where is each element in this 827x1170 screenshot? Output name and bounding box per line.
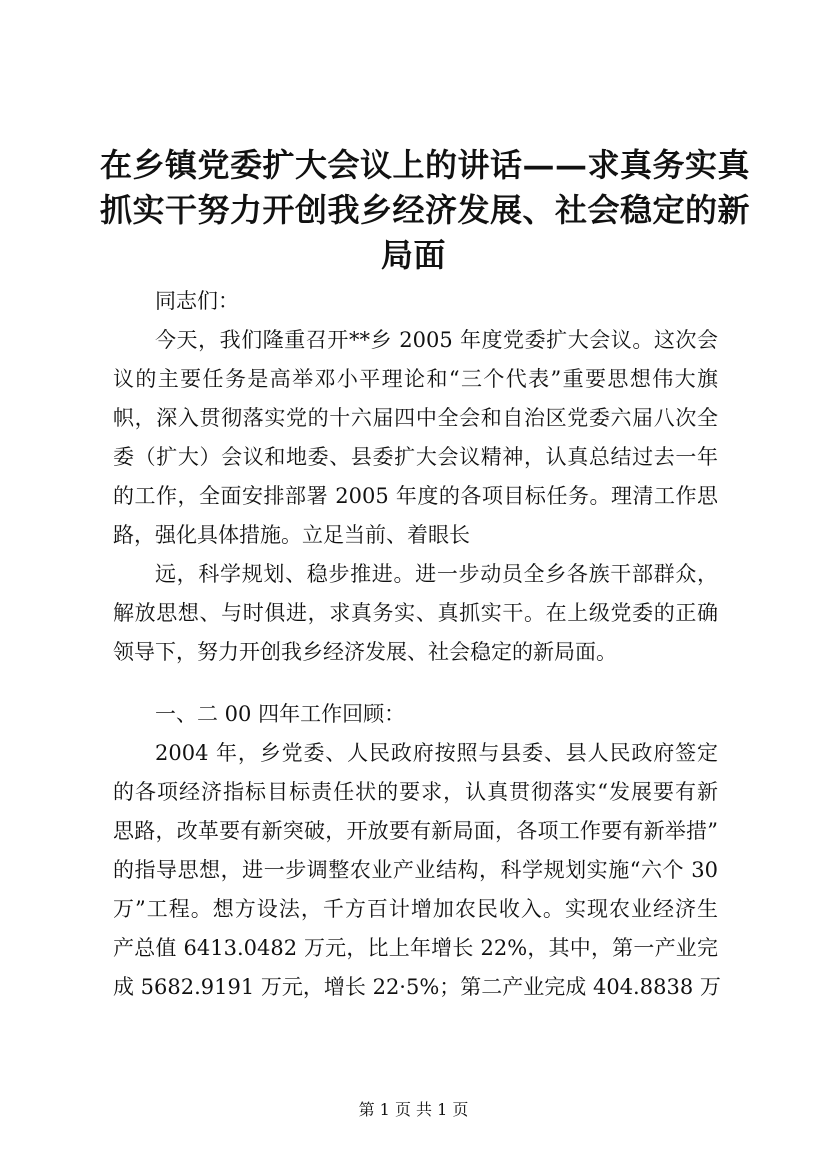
title-line: 局面: [380, 236, 446, 274]
body-line: 的各项经济指标目标责任状的要求，认真贯彻落实“发展要有新: [113, 780, 718, 804]
body-line: 议的主要任务是高举邓小平理论和“三个代表”重要思想伟大旗: [113, 367, 718, 391]
body-line: 的工作，全面安排部署 2005 年度的各项目标任务。理清工作思: [113, 484, 718, 508]
body-line: 领导下，努力开创我乡经济发展、社会稳定的新局面。: [113, 640, 617, 664]
page-footer: 第 1 页 共 1 页: [358, 1100, 469, 1119]
body-line: 远，科学规划、稳步推进。进一步动员全乡各族干部群众，: [155, 562, 718, 586]
greeting: 同志们：: [155, 289, 239, 313]
body-line: 万”工程。想方设法，千方百计增加农民收入。实现农业经济生: [113, 897, 718, 921]
body-line: 帜，深入贯彻落实党的十六届四中全会和自治区党委六届八次全: [113, 406, 718, 430]
title-line: 抓实干努力开创我乡经济发展、社会稳定的新: [100, 191, 751, 229]
body-line: 2004 年，乡党委、人民政府按照与县委、县人民政府签定: [155, 741, 718, 765]
document-title: [100, 143, 751, 278]
body-line: 成 5682.9191 万元，增长 22·5%；第二产业完成 404.8838 万: [113, 975, 721, 999]
body-line: 的指导思想，进一步调整农业产业结构，科学规划实施“六个 30: [113, 858, 718, 882]
body-line: 思路，改革要有新突破，开放要有新局面，各项工作要有新举措”: [113, 819, 718, 843]
title-line: 在乡镇党委扩大会议上的讲话——求真务实真: [100, 146, 751, 184]
body-line: 产总值 6413.0482 万元，比上年增长 22%，其中，第一产业完: [113, 936, 718, 960]
body-line: 解放思想、与时俱进，求真务实、真抓实干。在上级党委的正确: [113, 601, 718, 625]
section-heading: 一、二 00 四年工作回顾：: [155, 702, 406, 726]
body-line: 今天，我们隆重召开**乡 2005 年度党委扩大会议。这次会: [155, 328, 718, 352]
body-line: 路，强化具体措施。立足当前、着眼长: [113, 523, 470, 547]
body-line: 委（扩大）会议和地委、县委扩大会议精神，认真总结过去一年: [113, 445, 718, 469]
